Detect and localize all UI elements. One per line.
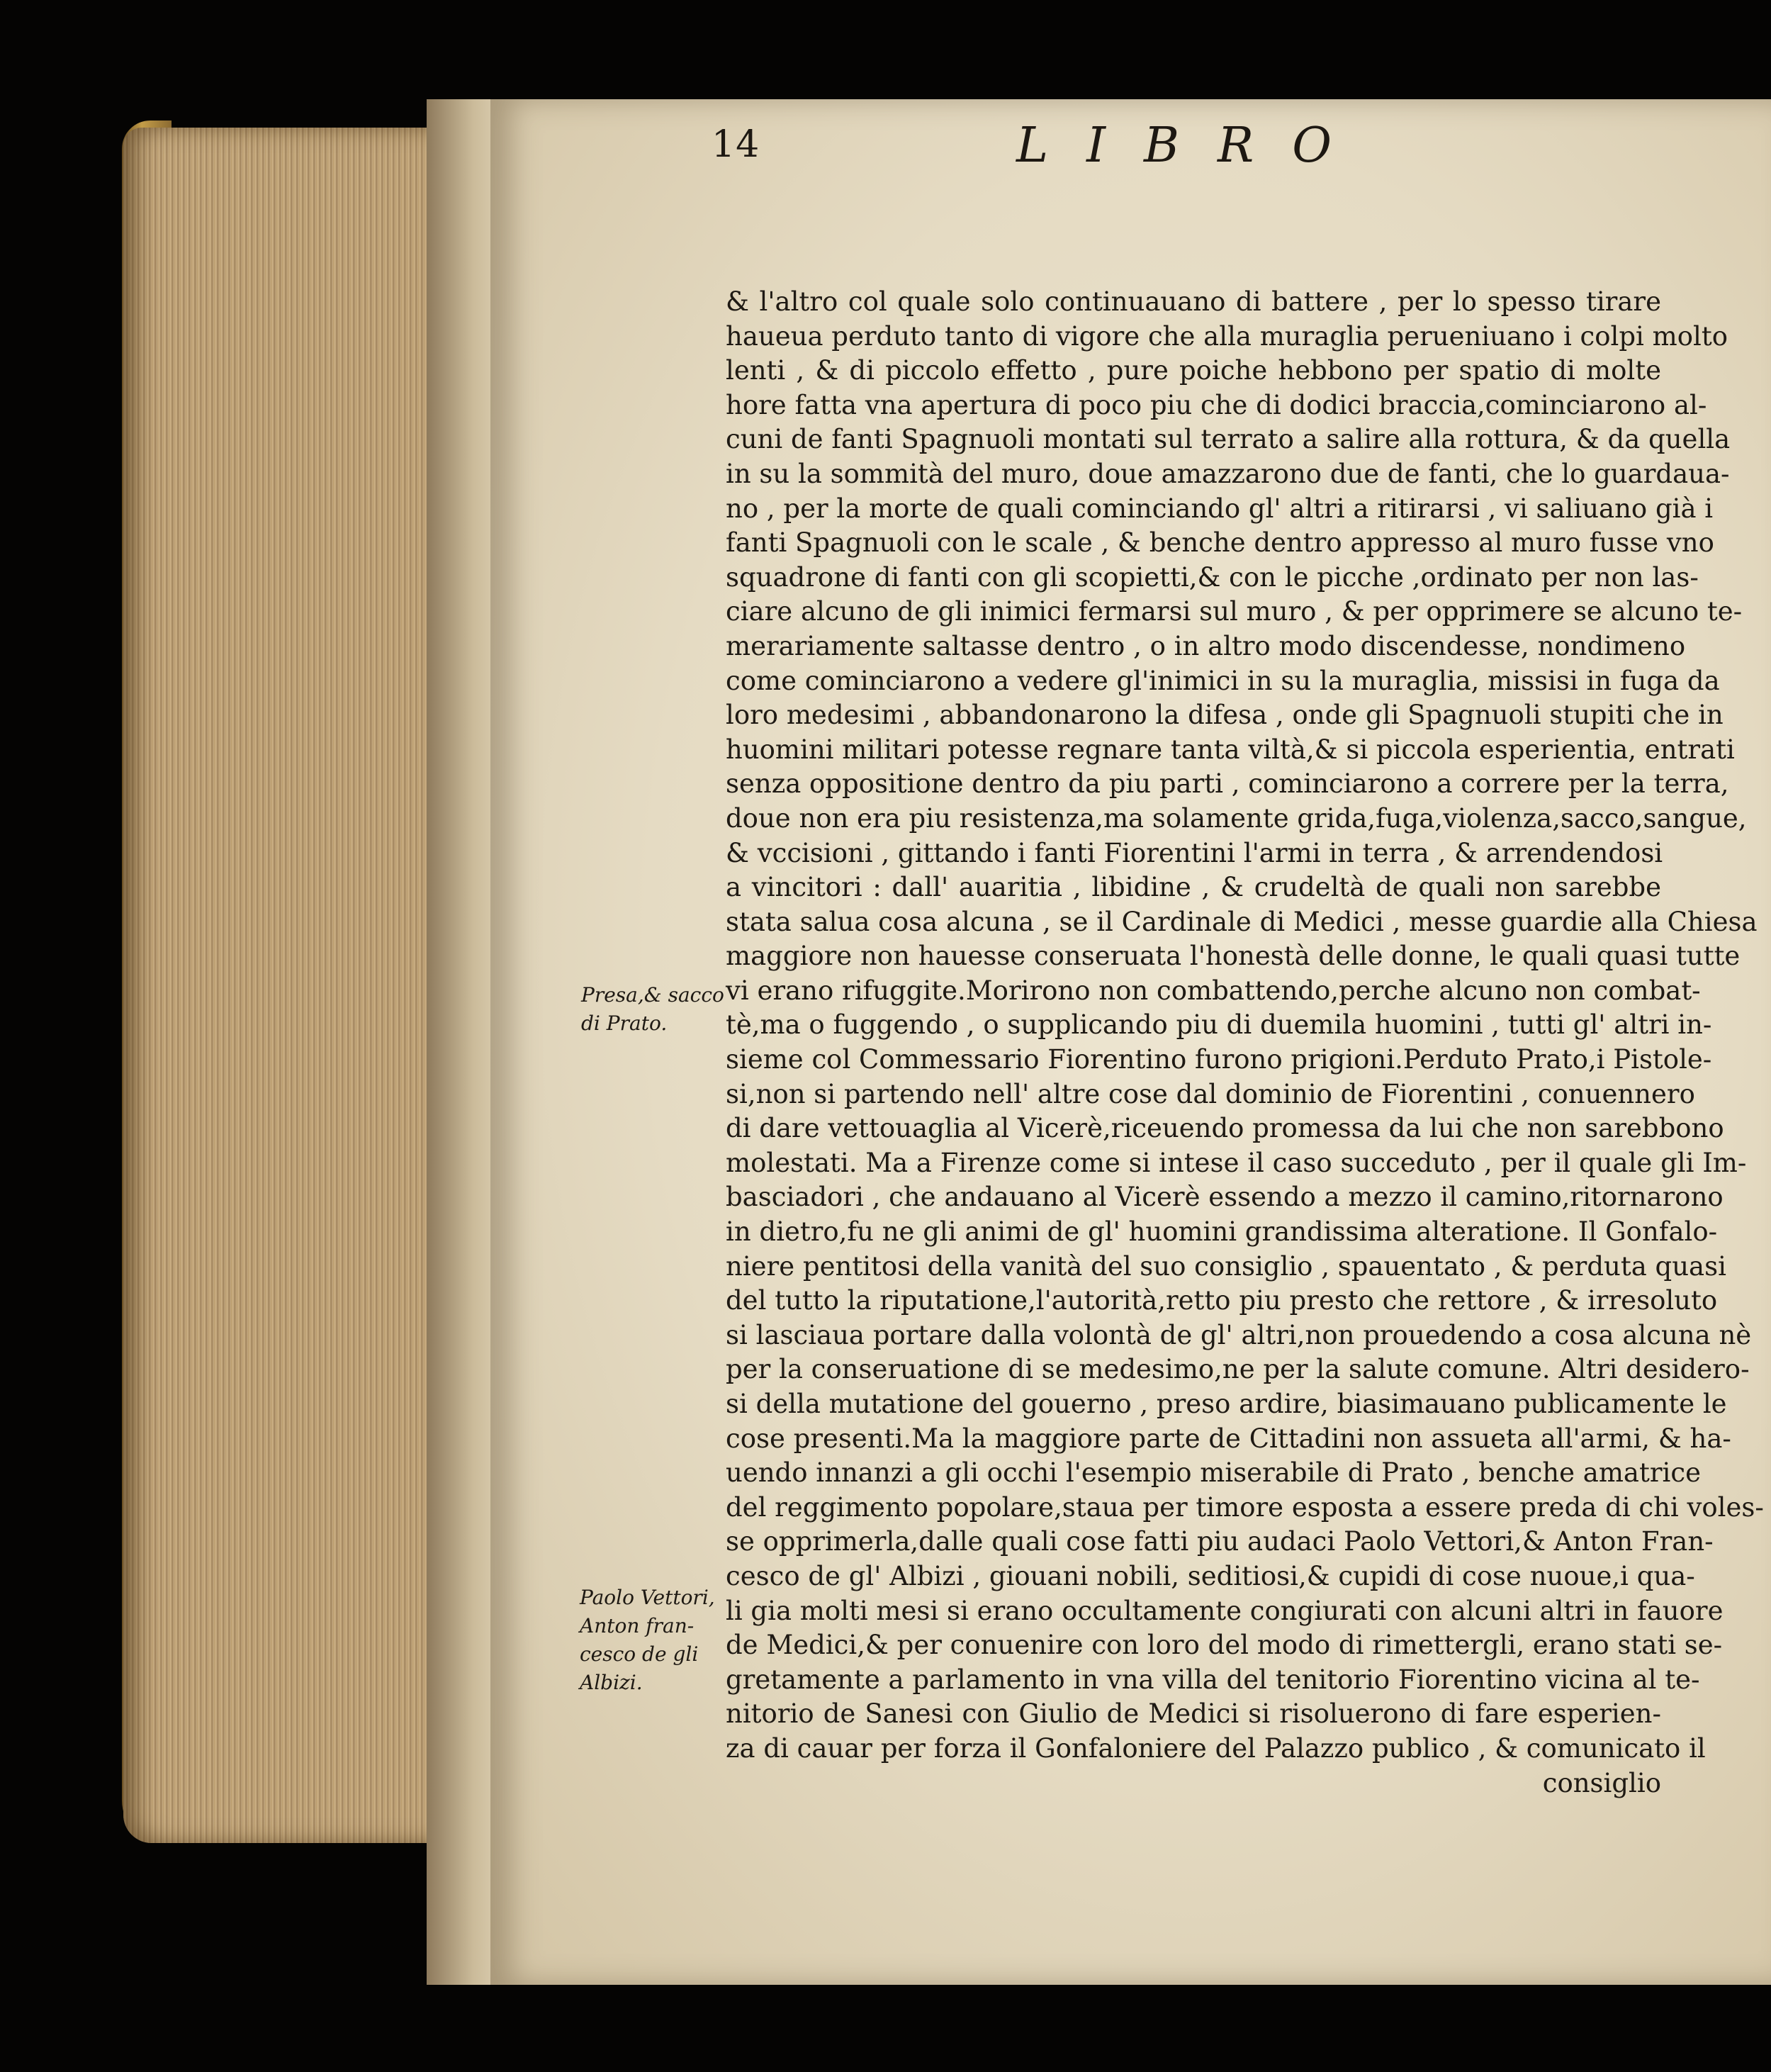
text-line: cose presenti.Ma la maggiore parte de Cittadini non assueta all'armi, & ha- <box>726 1423 1731 1454</box>
text-line: per la conseruatione di se medesimo,ne per la salute comune. Altri desidero- <box>726 1354 1750 1385</box>
text-body <box>726 285 1764 1801</box>
text-line: del tutto la riputatione,l'autorità,retto piu presto che rettore , & irresoluto <box>726 1285 1718 1316</box>
text-line: doue non era piu resistenza,ma solamente grida,fuga,violenza,sacco,sangue, <box>726 802 1747 834</box>
text-line: no , per la morte de quali cominciando gl' altri a ritirarsi , vi saliuano già i <box>726 493 1714 524</box>
text-line: in su la sommità del muro, doue amazzarono due de fanti, che lo guardaua- <box>726 458 1730 489</box>
text-line: cesco de gl' Albizi , giouani nobili, seditiosi,& cupidi di cose nuoue,i qua- <box>726 1560 1695 1591</box>
text-line: sieme col Commessario Fiorentino furono prigioni.Perduto Prato,i Pistole- <box>726 1044 1712 1075</box>
text-line: si lasciaua portare dalla volontà de gl' altri,non prouedendo a cosa alcuna nè <box>726 1319 1752 1350</box>
text-line: senza oppositione dentro da piu parti , cominciarono a correre per la terra, <box>726 768 1729 800</box>
text-line: in dietro,fu ne gli animi de gl' huomini grandissima alteratione. Il Gonfalo- <box>726 1216 1718 1248</box>
margin-note-line: Albizi. <box>580 1671 643 1694</box>
text-line: vi erano rifuggite.Morirono non combattendo,perche alcuno non combat- <box>726 975 1701 1006</box>
text-line: nitorio de Sanesi con Giulio de Medici si risoluerono di fare esperien- <box>726 1698 1661 1730</box>
text-line: & l'altro col quale solo continuauano di battere , per lo spesso tirare <box>726 286 1661 317</box>
text-line: stata salua cosa alcuna , se il Cardinale di Medici , messe guardie alla Chiesa <box>726 906 1758 937</box>
margin-note-line: cesco de gli <box>580 1642 699 1666</box>
text-line: cuni de fanti Spagnuoli montati sul terrato a salire alla rottura, & da quella <box>726 424 1731 455</box>
page-header <box>712 118 1633 174</box>
text-line: haueua perduto tanto di vigore che alla muraglia perueniuano i colpi molto <box>726 320 1728 352</box>
text-line: gretamente a parlamento in vna villa del tenitorio Fiorentino vicina al te- <box>726 1664 1700 1695</box>
margin-note-line: Anton fran- <box>580 1614 695 1637</box>
text-line: huomini militari potesse regnare tanta viltà,& si piccola esperientia, entrati <box>726 734 1735 765</box>
text-line: a vincitori : dall' auaritia , libidine , & crudeltà de quali non sarebbe <box>726 872 1661 903</box>
text-line: niere pentitosi della vanità del suo consiglio , spauentato , & perduta quasi <box>726 1250 1726 1282</box>
text-line: de Medici,& per conuenire con loro del modo di rimettergli, erano stati se- <box>726 1630 1723 1661</box>
text-line: come cominciarono a vedere gl'inimici in su la muraglia, missisi in fuga da <box>726 665 1720 696</box>
text-line: fanti Spagnuoli con le scale , & benche dentro appresso al muro fusse vno <box>726 527 1714 559</box>
text-line: del reggimento popolare,staua per timore esposta a essere preda di chi voles- <box>726 1491 1764 1523</box>
text-line: loro medesimi , abbandonarono la difesa , onde gli Spagnuoli stupiti che in <box>726 700 1724 731</box>
text-line: si,non si partendo nell' altre cose dal dominio de Fiorentini , conuennero <box>726 1078 1695 1109</box>
page-number: 14 <box>712 123 760 166</box>
margin-note-line: di Prato. <box>581 1012 668 1035</box>
catchword: consiglio <box>1542 1767 1661 1798</box>
margin-note-prato <box>581 981 724 1038</box>
margin-note-vettori <box>580 1584 715 1697</box>
text-line: hore fatta vna apertura di poco piu che di dodici braccia,cominciarono al- <box>726 389 1707 420</box>
text-line: uendo innanzi a gli occhi l'esempio miserabile di Prato , benche amatrice <box>726 1457 1701 1489</box>
text-line: basciadori , che andauano al Vicerè essendo a mezzo il camino,ritornarono <box>726 1182 1724 1213</box>
text-line: & vccisioni , gittando i fanti Fiorentini l'armi in terra , & arrendendosi <box>726 837 1663 868</box>
margin-note-line: Presa,& sacco <box>581 983 724 1007</box>
text-line: maggiore non hauesse conseruata l'honestà delle donne, le quali quasi tutte <box>726 941 1741 972</box>
text-line: molestati. Ma a Firenze come si intese il caso succeduto , per il quale gli Im- <box>726 1147 1747 1178</box>
text-line: si della mutatione del gouerno , preso ardire, biasimauano publicamente le <box>726 1389 1727 1419</box>
text-line: se opprimerla,dalle quali cose fatti piu audaci Paolo Vettori,& Anton Fran- <box>726 1526 1714 1557</box>
text-line: squadrone di fanti con gli scopietti,& con le picche ,ordinato per non las- <box>726 561 1699 593</box>
margin-note-line: Paolo Vettori, <box>580 1586 715 1609</box>
text-line: lenti , & di piccolo effetto , pure poiche hebbono per spatio di molte <box>726 355 1661 386</box>
text-line: za di cauar per forza il Gonfaloniere del Palazzo publico , & comunicato il <box>726 1732 1706 1764</box>
text-line: tè,ma o fuggendo , o supplicando piu di duemila huomini , tutti gl' altri in- <box>726 1009 1712 1041</box>
text-line: di dare vettouaglia al Vicerè,riceuendo promessa da lui che non sarebbono <box>726 1113 1724 1144</box>
text-line: ciare alcuno de gli inimici fermarsi sul muro , & per opprimere se alcuno te- <box>726 596 1743 627</box>
text-line: merariamente saltasse dentro , o in altro modo discendesse, nondimeno <box>726 630 1686 661</box>
running-head: LIBRO <box>1016 118 1370 174</box>
page-block-edges <box>123 128 435 1843</box>
text-line: li gia molti mesi si erano occultamente congiurati con alcuni altri in fauore <box>726 1595 1724 1626</box>
